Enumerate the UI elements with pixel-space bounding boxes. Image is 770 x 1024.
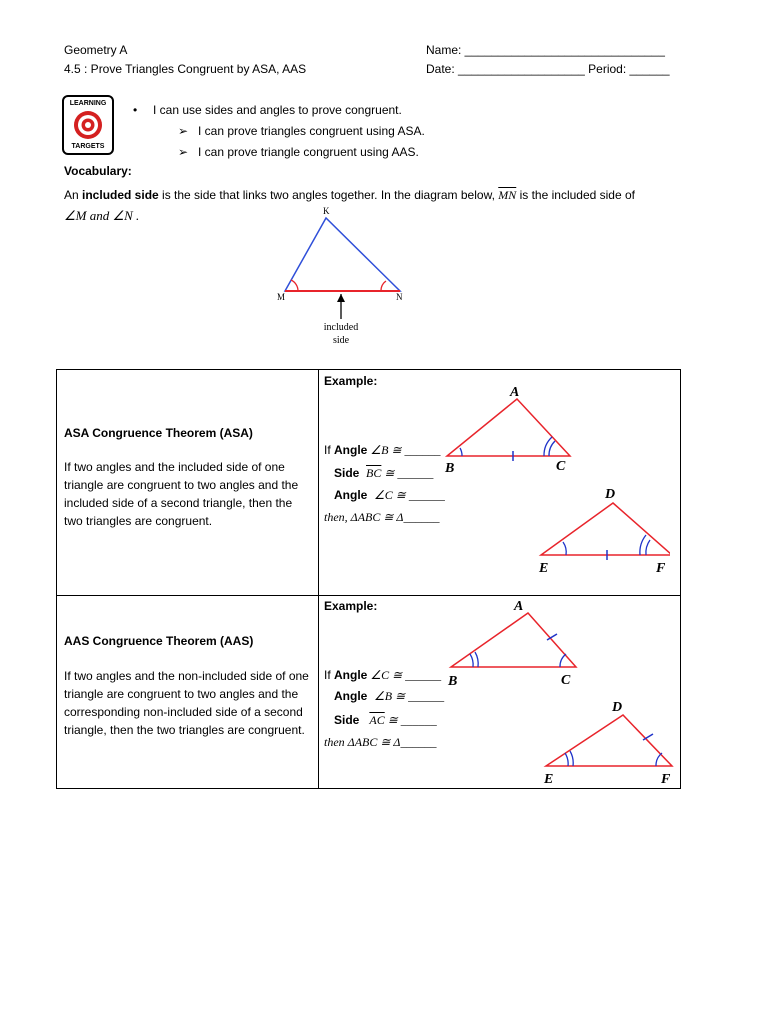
aas-label-b: B [448, 674, 458, 689]
vocabulary-heading: Vocabulary: [64, 164, 132, 178]
logo-text-top: LEARNING [69, 100, 107, 107]
aas-text: If two angles and the non-included side of one triangle are congruent to two angles and the corresponding non-included side of a second triangle, then the two triangles are congruent. [64, 669, 309, 737]
aas-title: AAS Congruence Theorem (AAS) [64, 634, 254, 648]
logo-text-bottom: TARGETS [71, 143, 105, 150]
label-m: M [277, 292, 286, 302]
name-field[interactable]: Name: ______________________________ [426, 43, 665, 57]
lesson-title: 4.5 : Prove Triangles Congruent by ASA, AAS [64, 62, 307, 76]
asa-row-side-bc: Side $\overline{BC}$ ≅ ______ [334, 466, 434, 480]
arrow-label-2: side [332, 335, 350, 344]
term-included-side: included side [82, 188, 159, 202]
asa-example-label: Example: [324, 374, 378, 388]
target-sub-1: I can prove triangles congruent using ASA. [198, 124, 425, 138]
vocabulary-definition: An included side is the side that links two angles together. In the diagram below, $\overline{MN}$ is the included side of [64, 188, 635, 202]
asa-row-angle-c: Angle ∠C ≅ ______ [334, 488, 445, 502]
aas-label-c: C [561, 673, 571, 688]
aas-row-side-ac: Side $\overline{AC}$ ≅ ______ [334, 713, 437, 727]
asa-text: If two angles and the included side of one triangle are congruent to two angles and the included side of a second triangle, then the two triangles are congruent. [64, 460, 299, 528]
asa-title: ASA Congruence Theorem (ASA) [64, 426, 253, 440]
aas-row-angle-c: If Angle ∠C ≅ ______ [324, 668, 442, 682]
asa-label-f: F [656, 561, 666, 576]
target-bullet: I can use sides and angles to prove congruent. [153, 103, 402, 117]
target-sub-2: I can prove triangle congruent using AAS. [198, 145, 419, 159]
date-period-field[interactable]: Date: ___________________ Period: ______ [426, 62, 670, 76]
aas-row-angle-b: Angle ∠B ≅ ______ [334, 689, 445, 703]
aas-label-d: D [612, 700, 623, 715]
bullet-icon: • [133, 103, 138, 117]
asa-row-conclusion: then, ΔABC ≅ Δ______ [324, 510, 440, 524]
aas-label-e: E [544, 772, 554, 787]
arrow-bullet-icon: ➢ [178, 124, 189, 138]
aas-example-label: Example: [324, 599, 378, 613]
learning-targets-logo [62, 95, 114, 155]
triangle-kmn-diagram [272, 204, 412, 344]
target-icon [73, 110, 103, 140]
aas-row-conclusion: then ΔABC ≅ Δ______ [324, 735, 437, 749]
aas-triangles-diagram [320, 596, 680, 796]
table-column-divider [318, 369, 319, 789]
course-title: Geometry A [64, 43, 128, 57]
asa-label-e: E [539, 561, 549, 576]
aas-label-a: A [514, 599, 524, 614]
asa-row-angle-b: If Angle ∠B ≅ ______ [324, 443, 441, 457]
arrow-label-1: included [323, 322, 359, 333]
asa-label-a: A [510, 385, 520, 400]
angles-m-n: ∠M and ∠N . [64, 208, 140, 223]
label-k: K [323, 206, 330, 216]
asa-label-c: C [556, 459, 566, 474]
segment-mn: $\overline{MN}$ [498, 188, 517, 202]
aas-label-f: F [661, 772, 671, 787]
asa-triangles-diagram [320, 380, 670, 580]
label-n: N [396, 292, 403, 302]
arrow-bullet-icon: ➢ [178, 145, 189, 159]
asa-label-d: D [605, 487, 616, 502]
asa-label-b: B [445, 461, 455, 476]
